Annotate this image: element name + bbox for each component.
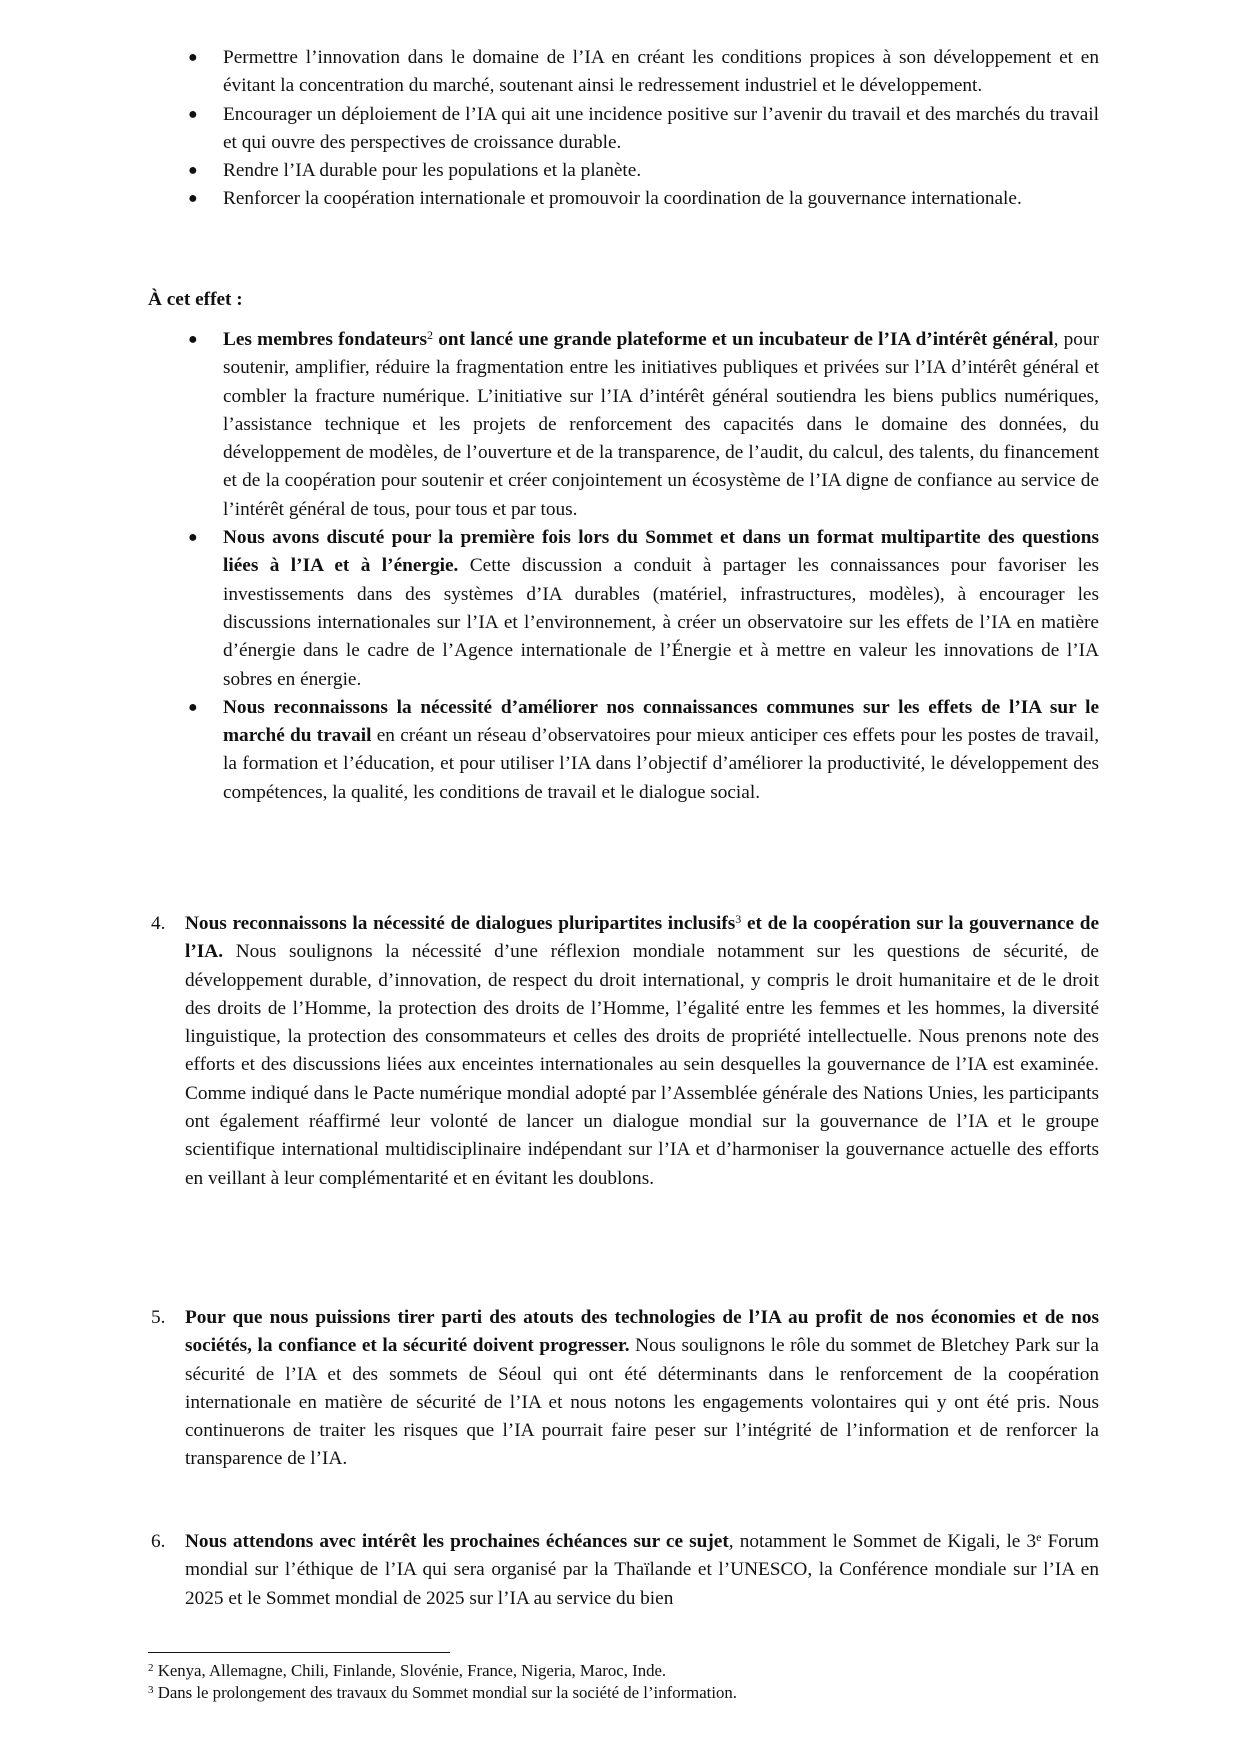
footnote-text: Kenya, Allemagne, Chili, Finlande, Slovénie, France, Nigeria, Maroc, Inde. xyxy=(153,1661,667,1680)
actions-list xyxy=(0,326,1241,807)
paragraph-body xyxy=(185,1528,1099,1613)
bullet-icon: ● xyxy=(188,698,198,716)
list-item xyxy=(0,157,1241,185)
bullet-icon: ● xyxy=(188,331,198,348)
list-item xyxy=(0,185,1241,213)
bullet-icon: ● xyxy=(188,190,198,208)
footnotes xyxy=(148,1660,737,1704)
paragraph-text: Forum mondial sur l’éthique de l’IA qui sera organisé par la Thaïlande et l’UNESCO, la Conférence mondiale sur l’IA en 2025 et le Sommet mondial de 2025 sur l’IA au service du bien xyxy=(185,1531,1099,1609)
list-item-text: Permettre l’innovation dans le domaine de l’IA en créant les conditions propices à son développement et en évitant la concentration du marché, soutenant ainsi le redressement industriel et le développement. xyxy=(223,47,1099,97)
numbered-paragraph-6 xyxy=(0,1528,1241,1613)
paragraph-bold: Pour que nous puissions tirer parti des atouts des technologies de l’IA au profit de nos économies et de nos sociétés, la confiance et la sécurité doivent progresser. xyxy=(185,1307,1099,1357)
bullet-icon: ● xyxy=(188,49,198,66)
ordinal-superscript: e xyxy=(1036,1530,1042,1544)
list-item xyxy=(0,326,1241,524)
list-item-bold: Nous avons discuté pour la première fois lors du Sommet et dans un format multipartite des questions liées à l’IA et à l’énergie. xyxy=(223,527,1099,577)
list-item-bold: ont lancé une grande plateforme et un incubateur de l’IA d’intérêt général xyxy=(433,329,1054,350)
paragraph-body xyxy=(185,1304,1099,1474)
list-item-text: Encourager un déploiement de l’IA qui ait une incidence positive sur l’avenir du travail et des marchés du travail et qui ouvre des perspectives de croissance durable. xyxy=(223,103,1099,153)
footnote-text: Dans le prolongement des travaux du Sommet mondial sur la société de l’information. xyxy=(153,1683,737,1702)
numbered-paragraph-4 xyxy=(0,910,1241,1193)
actions-list-container xyxy=(0,326,1241,807)
list-item-text: Rendre l’IA durable pour les populations et la planète. xyxy=(223,160,642,182)
footnote-number: 3 xyxy=(148,1684,154,1696)
paragraph-bold: Nous attendons avec intérêt les prochaines échéances sur ce sujet xyxy=(185,1531,729,1552)
objectives-list xyxy=(0,44,1241,214)
list-item-text: Renforcer la coopération internationale et promouvoir la coordination de la gouvernance internationale. xyxy=(223,188,1022,210)
list-item xyxy=(0,101,1241,158)
list-item xyxy=(0,694,1241,807)
paragraph-bold: et de la coopération sur la gouvernance de l’IA. xyxy=(185,913,1099,963)
paragraph-body xyxy=(185,910,1099,1193)
paragraph-text: Nous soulignons la nécessité d’une réflexion mondiale notamment sur les questions de sécurité, de développement durable, d’innovation, de respect du droit international, y compris le droit humanitaire et de le droit des droits de l’Homme, la protection des droits de l’Homme, l’égalité entre les femmes et les hommes, la diversité linguistique, la protection des consommateurs et celles des droits de propriété intellectuelle. Nous prenons note des efforts et des discussions liées aux enceintes internationales au sein desquelles la gouvernance de l’IA est examinée. Comme indiqué dans le Pacte numérique mondial adopté par l’Assemblée générale des Nations Unies, les participants ont également réaffirmé leur volonté de lancer un dialogue mondial sur la gouvernance de l’IA et le groupe scientifique international multidisciplinaire indépendant sur l’IA et d’harmoniser la gouvernance actuelle des efforts en veillant à leur complémentarité et en évitant les doublons. xyxy=(185,941,1099,1189)
bullet-icon: ● xyxy=(188,162,198,180)
footnote-item xyxy=(148,1660,737,1682)
list-item xyxy=(0,524,1241,694)
paragraph-number: 4. xyxy=(151,913,166,934)
paragraph-text: Nous soulignons le rôle du sommet de Bletchey Park sur la sécurité de l’IA et des sommets de Séoul qui ont été déterminants dans le renforcement de la coopération internationale en matière de sécurité de l’IA et nous notons les engagements volontaires qui y ont été pris. Nous continuerons de traiter les risques que l’IA pourrait faire peser sur l’intégrité de l’information et de renforcer la transparence de l’IA. xyxy=(185,1335,1099,1470)
list-item-text: , pour soutenir, amplifier, réduire la fragmentation entre les initiatives publiques et privées sur l’IA d’intérêt général et combler la fracture numérique. L’initiative sur l’IA d’intérêt général soutiendra les biens publics numériques, l’assistance technique et les projets de renforcement des capacités dans le domaine des données, du développement de modèles, de l’ouverture et de la transparence, de l’audit, du calcul, des talents, du financement et de la coopération pour soutenir et créer conjointement un écosystème de l’IA digne de confiance au service de l’intérêt général de tous, pour tous et par tous. xyxy=(223,329,1100,520)
footnote-ref[interactable]: 3 xyxy=(735,912,742,926)
list-item-bold: Les membres fondateurs xyxy=(223,329,427,350)
list-item xyxy=(0,44,1241,101)
list-item-text: en créant un réseau d’observatoires pour mieux anticiper ces effets pour les postes de travail, la formation et l’éducation, et pour utiliser l’IA dans l’objectif d’améliorer la productivité, le développement des compétences, la qualité, les conditions de travail et le dialogue social. xyxy=(223,725,1100,803)
numbered-paragraph-5 xyxy=(0,1304,1241,1474)
paragraph-text: , notamment le Sommet de Kigali, le 3 xyxy=(728,1531,1037,1552)
footnote-ref[interactable]: 2 xyxy=(427,328,433,342)
footnote-separator xyxy=(148,1652,450,1653)
bullet-icon: ● xyxy=(188,529,198,547)
footnote-item xyxy=(148,1682,737,1704)
paragraph-bold: Nous reconnaissons la nécessité de dialogues pluripartites inclusifs xyxy=(185,913,736,934)
footnote-number: 2 xyxy=(148,1662,154,1674)
bullet-icon: ● xyxy=(188,105,198,123)
paragraph-number: 6. xyxy=(151,1531,166,1552)
paragraph-number: 5. xyxy=(151,1307,166,1328)
list-item-bold: Nous reconnaissons la nécessité d’améliorer nos connaissances communes sur les effets de l’IA sur le marché du travail xyxy=(223,696,1099,747)
section-lead-heading: À cet effet : xyxy=(148,289,243,310)
list-item-text: Cette discussion a conduit à partager les connaissances pour favoriser les investissements dans des systèmes d’IA durables (matériel, infrastructures, modèles), à encourager les discussions internationales sur l’IA et l’environnement, à créer un observatoire sur les effets de l’IA en matière d’énergie dans le cadre de l’Agence internationale de l’Énergie et à mettre en valeur les innovations de l’IA sobres en énergie. xyxy=(223,555,1099,690)
objectives-list-container xyxy=(0,44,1241,214)
